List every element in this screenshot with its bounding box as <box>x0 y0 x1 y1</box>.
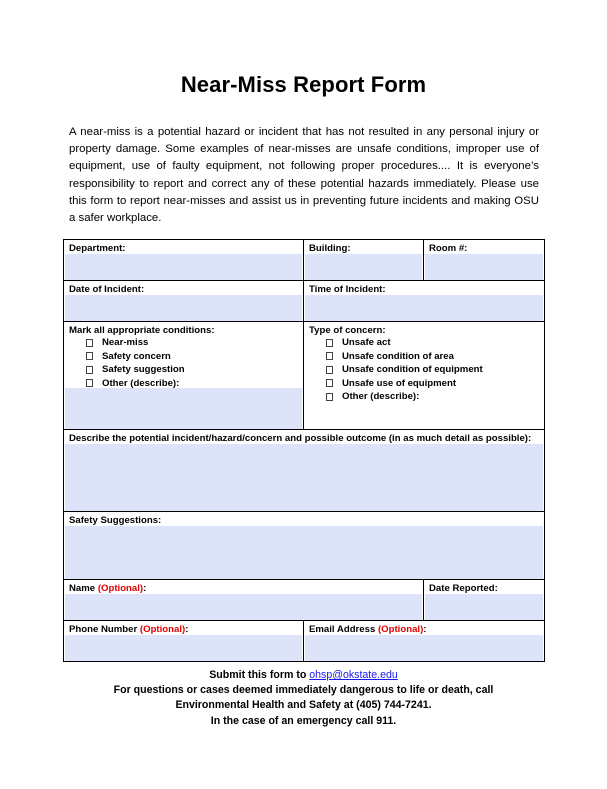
time-of-incident-field[interactable] <box>305 295 543 321</box>
condition-option[interactable] <box>86 336 185 350</box>
condition-option[interactable] <box>86 377 185 391</box>
date-reported-field[interactable] <box>425 594 543 620</box>
option-label: Unsafe act <box>342 337 391 348</box>
condition-option[interactable] <box>86 363 185 377</box>
describe-field[interactable] <box>65 444 543 511</box>
option-label: Safety suggestion <box>102 364 185 375</box>
conditions-options <box>86 336 185 390</box>
building-cell <box>304 240 424 281</box>
submit-email-link[interactable]: ohsp@okstate.edu <box>309 669 398 681</box>
suggestions-cell <box>64 512 544 580</box>
checkbox-unsafe-condition-equipment[interactable] <box>326 366 333 374</box>
checkbox-unsafe-condition-area[interactable] <box>326 352 333 360</box>
suggestions-field[interactable] <box>65 526 543 579</box>
room-label: Room #: <box>429 243 468 254</box>
department-cell <box>64 240 304 281</box>
concern-option[interactable] <box>326 363 483 377</box>
date-of-incident-label: Date of Incident: <box>69 284 145 295</box>
page-title: Near-Miss Report Form <box>180 72 427 97</box>
email-label: Email Address (Optional): <box>309 624 427 635</box>
checkbox-other-concern[interactable] <box>326 393 333 401</box>
condition-option[interactable] <box>86 350 185 364</box>
footer-line-2: For questions or cases deemed immediately dangerous to life or death, call <box>113 684 494 697</box>
describe-cell <box>64 430 544 512</box>
phone-field[interactable] <box>65 635 302 661</box>
footer-line-3: Environmental Health and Safety at (405) 744-7241. <box>175 699 432 712</box>
checkbox-safety-concern[interactable] <box>86 352 93 360</box>
date-reported-cell <box>424 580 544 621</box>
time-of-incident-cell <box>304 281 544 322</box>
near-miss-form <box>63 239 545 662</box>
submit-line: Submit this form to ohsp@okstate.edu <box>209 669 398 681</box>
optional-tag: (Optional) <box>97 583 144 594</box>
checkbox-safety-suggestion[interactable] <box>86 366 93 374</box>
footer-line-4: In the case of an emergency call 911. <box>210 714 397 727</box>
concern-option[interactable] <box>326 336 483 350</box>
option-label: Other (describe): <box>102 377 180 389</box>
option-label: Near-miss <box>102 337 149 348</box>
checkbox-near-miss[interactable] <box>86 339 93 347</box>
time-of-incident-label: Time of Incident: <box>309 284 386 295</box>
concern-option[interactable] <box>326 377 483 391</box>
conditions-cell <box>64 322 304 430</box>
checkbox-unsafe-use-equipment[interactable] <box>326 379 333 387</box>
phone-cell <box>64 621 304 661</box>
name-field[interactable] <box>65 594 422 620</box>
room-field[interactable] <box>425 254 543 280</box>
email-field[interactable] <box>305 635 543 661</box>
concern-label: Type of concern: <box>309 325 386 336</box>
concern-cell <box>304 322 544 430</box>
option-label: Safety concern <box>102 350 171 362</box>
department-field[interactable] <box>65 254 302 280</box>
option-label: Unsafe condition of area <box>342 350 454 362</box>
room-cell <box>424 240 544 281</box>
name-label: Name (Optional): <box>69 583 147 594</box>
option-label: Other (describe): <box>342 391 420 402</box>
name-cell <box>64 580 424 621</box>
department-label: Department: <box>69 243 126 254</box>
optional-tag: (Optional) <box>377 624 424 635</box>
date-of-incident-cell <box>64 281 304 322</box>
intro-paragraph: A near-miss is a potential hazard or incident that has not resulted in any personal injury or property damage. Some examples of near-misses are unsafe conditions, improper use of equipment, use of faulty equipment, not following proper procedures.... It is everyone’s responsibility to report and correct any of these potential hazards immediately. Please use this form to report near-misses and assist us in preventing future incidents and making OSU a safer workplace. <box>69 126 539 225</box>
conditions-describe-field[interactable] <box>65 388 302 429</box>
date-of-incident-field[interactable] <box>65 295 302 321</box>
phone-label: Phone Number (Optional): <box>69 624 189 635</box>
suggestions-label: Safety Suggestions: <box>69 515 162 526</box>
concern-option[interactable] <box>326 390 483 404</box>
conditions-label: Mark all appropriate conditions: <box>69 325 215 336</box>
checkbox-unsafe-act[interactable] <box>326 339 333 347</box>
building-label: Building: <box>309 243 351 254</box>
building-field[interactable] <box>305 254 422 280</box>
optional-tag: (Optional) <box>139 624 186 635</box>
option-label: Unsafe use of equipment <box>342 377 457 389</box>
date-reported-label: Date Reported: <box>429 583 498 594</box>
option-label: Unsafe condition of equipment <box>342 364 483 375</box>
concern-options <box>326 336 483 404</box>
describe-label: Describe the potential incident/hazard/concern and possible outcome (in as much detail as possible): <box>69 433 532 444</box>
email-cell <box>304 621 544 661</box>
footer-instructions <box>0 668 607 729</box>
concern-option[interactable] <box>326 350 483 364</box>
checkbox-other[interactable] <box>86 379 93 387</box>
